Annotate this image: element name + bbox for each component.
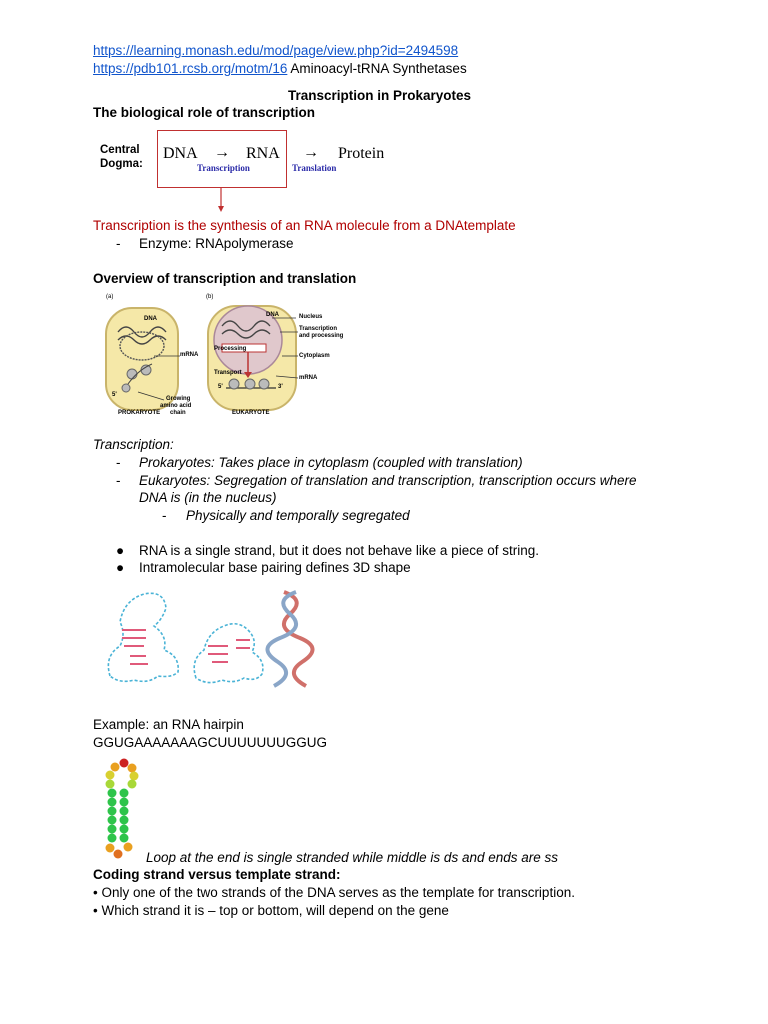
rna-structure-illustration (100, 586, 340, 692)
enzyme-item: Enzyme: RNApolymerase (139, 236, 294, 251)
coding-line-1: • Only one of the two strands of the DNA serves as the template for transcription. (93, 885, 575, 900)
segregated-item: Physically and temporally segregated (186, 508, 410, 523)
overview-figure (98, 292, 358, 422)
enzyme-dash: - (116, 236, 121, 251)
nucleus-label: Nucleus (299, 314, 323, 320)
panel-a-label: (a) (106, 294, 114, 300)
growing-chain-3: chain (170, 410, 186, 416)
down-arrow-icon (215, 187, 227, 213)
dogma-protein: Protein (338, 145, 385, 162)
panel-b-label: (b) (206, 294, 214, 300)
dash-3: - (162, 508, 167, 523)
pdb101-link[interactable]: https://pdb101.rcsb.org/motm/16 (93, 61, 288, 76)
rna-hairpin-illustration (98, 758, 142, 860)
section-heading-overview: Overview of transcription and translation (93, 271, 357, 286)
transcription-definition: Transcription is the synthesis of an RNA molecule from a DNAtemplate (93, 218, 516, 233)
rna-sequence: GGUGAAAAAAAGCUUUUUUUGGUG (93, 735, 328, 750)
link-line-1 (93, 42, 458, 59)
dash-2: - (116, 473, 121, 488)
transport-label: Transport (214, 370, 242, 376)
prokaryotes-item: Prokaryotes: Takes place in cytoplasm (coupled with translation) (139, 455, 523, 470)
bullet-item-1: RNA is a single strand, but it does not behave like a piece of string. (139, 543, 539, 558)
dogma-arrow-1: → (214, 144, 230, 161)
prok-dna-label: DNA (144, 316, 157, 322)
growing-chain-2: amino acid (160, 403, 192, 409)
dogma-label-line2: Dogma: (100, 158, 143, 170)
dogma-transcription-label: Transcription (197, 163, 250, 173)
page-title: Transcription in Prokaryotes (288, 88, 472, 103)
dogma-translation-label: Translation (292, 163, 337, 173)
transcription-processing-1: Transcription (299, 326, 338, 332)
eukaryotes-item-line2: DNA is (in the nucleus) (139, 490, 277, 505)
central-dogma-figure (95, 128, 395, 214)
example-label: Example: an RNA hairpin (93, 717, 244, 732)
dogma-dna: DNA (163, 145, 198, 162)
eukaryote-label: EUKARYOTE (232, 410, 270, 416)
dogma-rna: RNA (246, 145, 280, 162)
bullet-dot-1: ● (116, 543, 125, 558)
eukaryotes-item-line1: Eukaryotes: Segregation of translation and transcription, transcription occurs where (139, 473, 637, 488)
prokaryote-label: PROKARYOTE (118, 410, 161, 416)
transcription-label: Transcription: (93, 437, 174, 452)
link-suffix: Aminoacyl-tRNA Synthetases (287, 61, 467, 76)
link-line-2 (93, 60, 467, 77)
euk-five-prime: 5' (218, 384, 223, 390)
hairpin-caption: Loop at the end is single stranded while middle is ds and ends are ss (146, 850, 559, 865)
coding-line-2: • Which strand it is – top or bottom, will depend on the gene (93, 903, 449, 918)
prok-five-prime: 5' (112, 392, 117, 398)
monash-link[interactable]: https://learning.monash.edu/mod/page/view.php?id=2494598 (93, 43, 459, 58)
bullet-dot-2: ● (116, 560, 125, 575)
euk-three-prime: 3' (278, 384, 283, 390)
section-heading-biological-role: The biological role of transcription (93, 105, 316, 120)
transcription-processing-2: and processing (299, 333, 344, 339)
processing-label: Processing (214, 346, 247, 352)
prok-mrna-label: mRNA (180, 352, 199, 358)
dogma-label-line1: Central (100, 144, 140, 156)
bullet-item-2: Intramolecular base pairing defines 3D shape (139, 560, 411, 575)
euk-dna-label: DNA (266, 312, 279, 318)
growing-chain-1: Growing (166, 396, 191, 402)
euk-mrna-label: mRNA (299, 375, 318, 381)
dogma-arrow-2: → (303, 144, 319, 161)
cytoplasm-label: Cytoplasm (299, 353, 330, 359)
coding-strand-heading: Coding strand versus template strand: (93, 867, 341, 882)
dash-1: - (116, 455, 121, 470)
